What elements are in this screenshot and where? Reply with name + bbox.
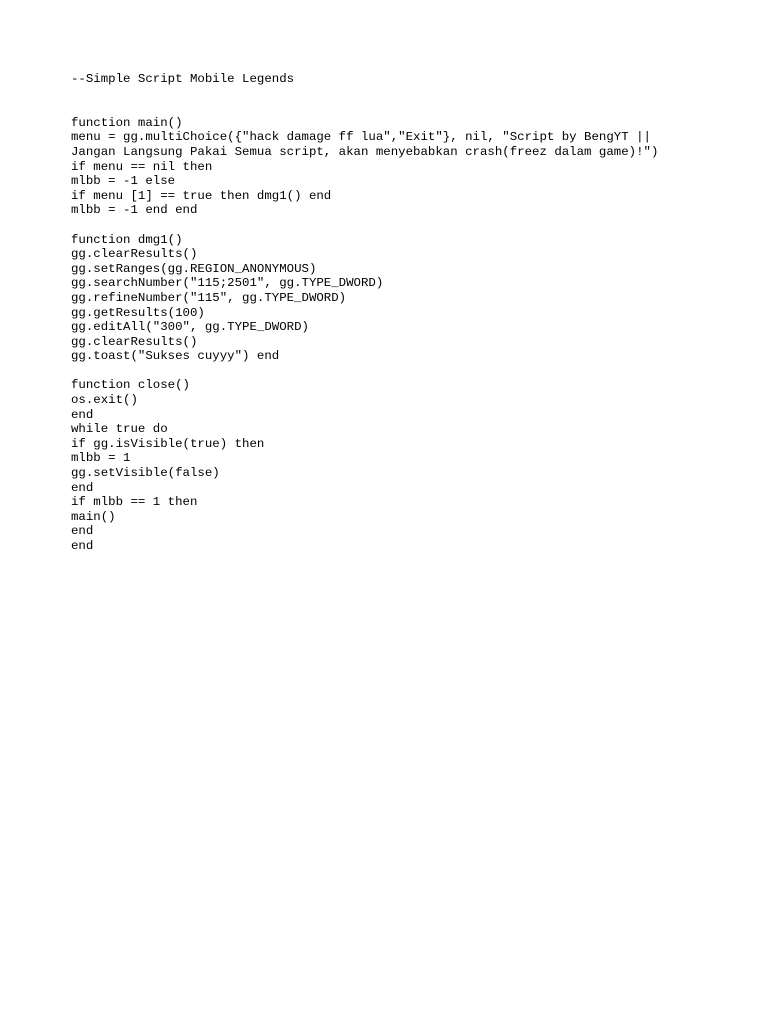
code-line: if menu [1] == true then dmg1() end	[71, 188, 332, 203]
code-line: Jangan Langsung Pakai Semua script, akan menyebabkan crash(freez dalam game)!")	[71, 144, 659, 159]
code-line: os.exit()	[71, 393, 138, 408]
code-block-main	[71, 116, 751, 218]
code-block-close	[71, 378, 751, 553]
code-line: if menu == nil then	[71, 159, 213, 174]
code-line: main()	[71, 509, 116, 524]
code-document	[71, 72, 751, 554]
code-line: gg.getResults(100)	[71, 305, 205, 320]
code-line: gg.editAll("300", gg.TYPE_DWORD)	[71, 320, 309, 335]
spacer	[71, 218, 751, 233]
code-line: gg.refineNumber("115", gg.TYPE_DWORD)	[71, 290, 347, 305]
code-line: mlbb = 1	[71, 451, 131, 466]
document-title: --Simple Script Mobile Legends	[71, 72, 295, 86]
code-line: mlbb = -1 else	[71, 174, 176, 189]
code-line: gg.searchNumber("115;2501", gg.TYPE_DWORD)	[71, 276, 384, 291]
code-line: gg.clearResults()	[71, 247, 198, 262]
code-line: end	[71, 539, 94, 553]
code-block-dmg1	[71, 233, 751, 364]
code-line: mlbb = -1 end end	[71, 203, 198, 218]
code-line: end	[71, 524, 94, 539]
code-line: gg.toast("Sukses cuyyy") end	[71, 349, 280, 364]
code-line: gg.setVisible(false)	[71, 466, 220, 481]
code-line: end	[71, 407, 94, 422]
code-line: menu = gg.multiChoice({"hack damage ff lua","Exit"}, nil, "Script by BengYT ||	[71, 130, 651, 145]
code-line: end	[71, 480, 94, 495]
code-line: while true do	[71, 422, 168, 437]
code-line: function dmg1()	[71, 232, 183, 247]
code-line: if gg.isVisible(true) then	[71, 436, 265, 451]
spacer	[71, 364, 751, 379]
code-line: function close()	[71, 378, 190, 393]
code-line: if mlbb == 1 then	[71, 495, 198, 510]
code-line: function main()	[71, 115, 183, 130]
code-line: gg.clearResults()	[71, 334, 198, 349]
spacer	[71, 87, 751, 116]
code-line: gg.setRanges(gg.REGION_ANONYMOUS)	[71, 261, 317, 276]
